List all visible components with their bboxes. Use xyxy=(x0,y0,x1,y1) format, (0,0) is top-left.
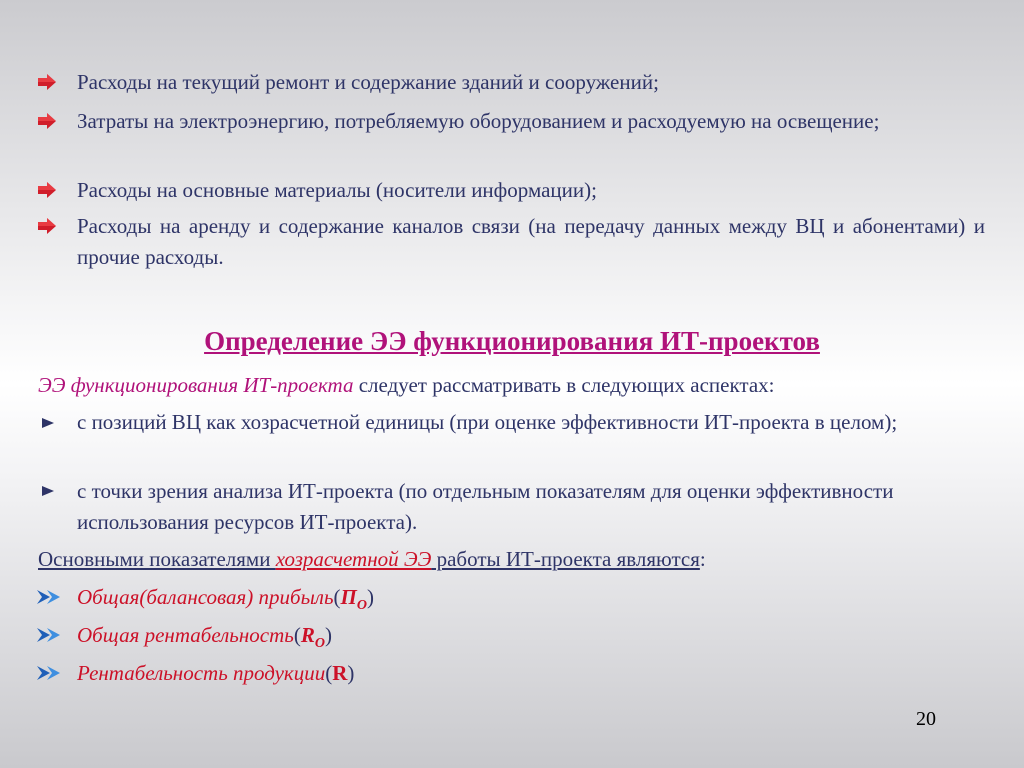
indicator-1: Общая(балансовая) $прибыль(П_О)$ xyxy=(77,585,374,614)
indicators-intro-part2: работы ИТ-проекта являются xyxy=(431,547,700,571)
red-arrow-icon xyxy=(38,218,56,234)
intro-rest: следует рассматривать в следующих аспектах: xyxy=(353,373,775,397)
aspects-intro xyxy=(38,370,988,401)
aspect-item-1: с позиций ВЦ как хозрасчетной единицы (при оценке эффективности ИТ-проекта в целом); xyxy=(77,410,898,434)
indicator-1-symbol: П xyxy=(340,585,357,609)
aspect-item-2: с точки зрения анализа ИТ-проекта (по отдельным показателям для оценки эффективности использования ресурсов ИТ-проекта). xyxy=(77,479,894,534)
indicators-intro-part1: Основными показателями xyxy=(38,547,276,571)
navy-triangle-icon xyxy=(42,417,54,429)
indicators-intro-italic: хозрасчетной ЭЭ xyxy=(275,547,432,571)
blue-chevron-icon xyxy=(37,628,63,642)
blue-chevron-icon xyxy=(37,590,63,604)
indicator-3-name: Рентабельность продукции xyxy=(77,661,326,685)
indicators-intro xyxy=(38,544,988,575)
list1-item-4: Расходы на аренду и содержание каналов связи (на передачу данных между ВЦ и абонентами) и прочие расходы. xyxy=(77,214,985,269)
indicator-2-symbol: R xyxy=(300,623,315,647)
indicators-intro-colon: : xyxy=(699,547,706,571)
list1-item-3: Расходы на основные материалы (носители информации); xyxy=(77,178,597,202)
list1-item-1: Расходы на текущий ремонт и содержание зданий и сооружений; xyxy=(77,70,659,94)
blue-chevron-icon xyxy=(37,666,63,680)
intro-italic: ЭЭ функционирования ИТ-проекта xyxy=(38,373,354,397)
indicator-3-symbol: R xyxy=(332,661,348,685)
list1-item-2: Затраты на электроэнергию, потребляемую оборудованием и расходуемую на освещение; xyxy=(77,109,880,133)
indicator-2-name: Общая рентабельность xyxy=(77,623,294,647)
indicator-3: Рентабельность продукции(R) xyxy=(77,661,355,685)
indicator-1-name: Общая(балансовая) прибыль xyxy=(77,585,334,609)
section-heading: Определение ЭЭ функционирования ИТ-проектов xyxy=(204,326,820,356)
red-arrow-icon xyxy=(38,74,56,90)
red-arrow-icon xyxy=(38,182,56,198)
navy-triangle-icon xyxy=(42,485,54,497)
red-arrow-icon xyxy=(38,113,56,129)
indicator-2: Общая $рентабельность(R_О)$ xyxy=(77,623,332,652)
page-number: 20 xyxy=(916,708,936,730)
